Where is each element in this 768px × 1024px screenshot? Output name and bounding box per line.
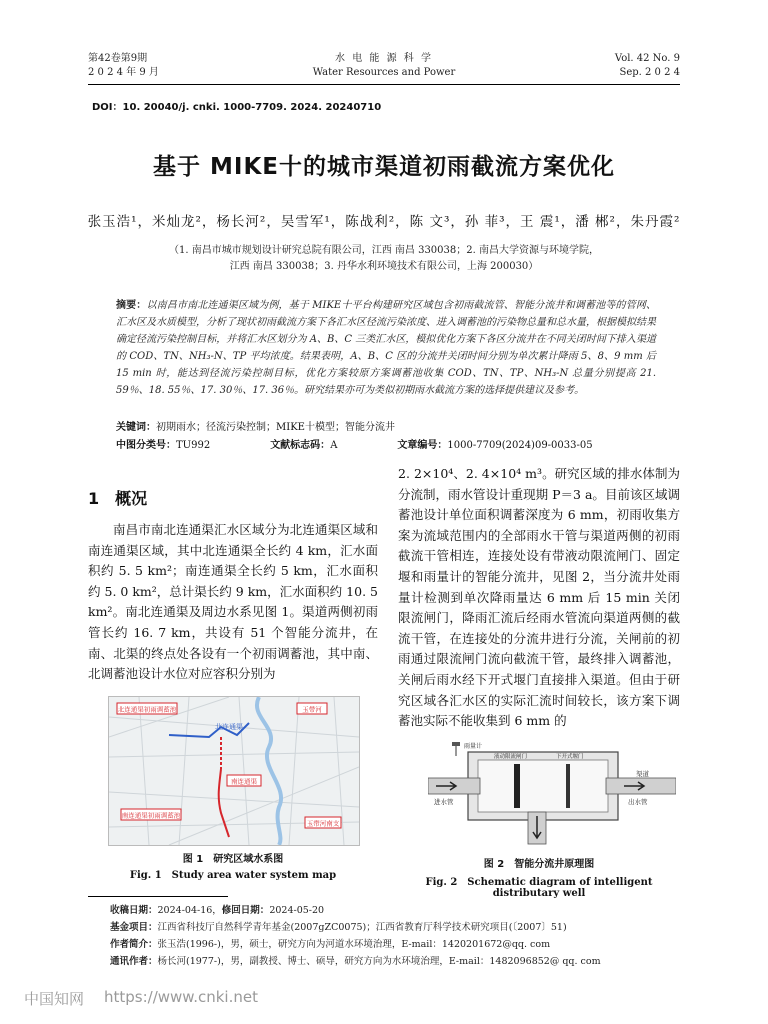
- classification-line: [116, 438, 656, 454]
- article-value: 1000-7709(2024)09-0033-05: [447, 440, 593, 451]
- author-list: 张玉浩¹，米灿龙²，杨长河²，吴雪军¹，陈战利²，陈 文³，孙 菲³，王 震¹，潘 郴²，朱丹霞²: [87, 214, 681, 230]
- abstract-label: 摘要：: [116, 300, 147, 311]
- footnote-author: [110, 936, 690, 953]
- author-bio-label: 作者简介：: [110, 939, 158, 950]
- gate-bar: [514, 764, 520, 808]
- abstract-text: 以南昌市南北连通渠区域为例，基于 MIKE十平台构建研究区域包含初雨截流管、智能分流井和调蓄池等的管网、汇水区及水质模型，分析了现状初雨截流方案下各汇水区径流污染浓度、进入调蓄池的污染物总量和总水量，根据模拟结果确定径流污染控制目标，并将汇水区划分为 A、B、C 三类汇水区，模拟优化方案下各区分流井在不同关闭时间下排入渠道的 COD、TN、NH₃-N、TP 平均浓度。结果表明，A、B、C 区的分流井关闭时间分别为单次累计降雨 5、8、9 mm 后 15 min 时，能达到径流污染控制目标，优化方案较原方案调蓄池收集 COD、TN、TP、NH₃-N 总量分别提高 21. 59％、18. 55％、17. 30％、17. 36％。研究结果亦可为类似初期雨水截流方案的选择提供建议及参考。: [116, 300, 657, 396]
- cnki-url-link[interactable]: https://www.cnki.net: [104, 988, 258, 1006]
- keywords-text: 初期雨水；径流污染控制；MIKE十模型；智能分流井: [156, 422, 395, 433]
- doi: DOI：10. 20040/j. cnki. 1000-7709. 2024. 20240710: [92, 102, 382, 113]
- journal-issue-cn: [88, 52, 159, 80]
- issue-volume-en: Vol. 42 No. 9: [614, 53, 680, 64]
- doccode-label: 文献标志码：: [270, 440, 331, 451]
- footnote-corresponding: [110, 953, 690, 970]
- journal-name-cn: 水 电 能 源 科 学: [335, 53, 433, 64]
- label-outlet: 出水管: [628, 798, 648, 806]
- received-date: 2024-04-16，: [157, 905, 222, 916]
- doccode-value: A: [330, 440, 338, 451]
- journal-name-en: Water Resources and Power: [312, 67, 456, 78]
- journal-name: [250, 52, 518, 80]
- water-system-map: [109, 697, 359, 845]
- article-label: 文章编号：: [397, 440, 448, 451]
- label-gauge: 雨量计: [464, 743, 483, 750]
- corresponding-text: 杨长河(1977-)，男，副教授、博士、硕导，研究方向为水环境治理，E-mail：1482096852@ qq. com: [157, 956, 601, 967]
- revised-date: 2024-05-20: [269, 905, 325, 916]
- keywords: [116, 420, 656, 436]
- issue-date: 2 0 2 4 年 9 月: [88, 67, 159, 78]
- fund-label: 基金项目：: [110, 922, 158, 933]
- map-label-south-pool: 南连通渠初雨调蓄池: [121, 811, 181, 820]
- label-weir: 下开式堰门: [556, 754, 584, 760]
- figure-2-schematic: [428, 742, 676, 848]
- map-label-jade-south: 玉带河南支: [306, 819, 340, 828]
- body-paragraph-right: 2. 2×10⁴、2. 4×10⁴ m³。研究区域的排水体制为分流制，雨水管设计重现期 P＝3 a。目前该区域调蓄池设计单位面积调蓄深度为 6 mm，初雨收集方案为流域范围内的全部雨水干管与渠道两侧的初雨截流干管相连，连接处设有带液动限流闸门、固定堰和雨量计的智能分流井，见图 2，当分流井处雨量计检测到单次降雨量达 6 mm 后 15 min 关闭限流闸门，降雨汇流后经雨水管流向渠道两侧的截流干管，在连接处的分流井进行分流，关闸前的初雨通过限流闸门流向截流干管，最终排入调蓄池，关闸后雨水经下开式堰门直接排入渠道。但由于研究区域各汇水区的实际汇流时间较长，该方案下调蓄池实际不能收集到 6 mm 的: [398, 466, 680, 729]
- footnote-dates: [110, 902, 690, 919]
- figure-1-caption-en: Fig. 1 Study area water system map: [129, 870, 337, 881]
- label-canal: 渠道: [636, 770, 649, 778]
- figure-2-caption-cn: 图 2 智能分流井原理图: [483, 859, 595, 870]
- figure-2-caption-en: Fig. 2 Schematic diagram of intelligent distributary well: [425, 877, 653, 899]
- section-heading: 1 概况: [88, 489, 148, 508]
- map-label-north-canal: 北连通渠: [215, 723, 243, 731]
- issue-volume: 第42卷第9期: [88, 53, 148, 64]
- footnote-fund: [110, 919, 690, 936]
- label-inlet: 进水管: [434, 798, 454, 806]
- journal-issue-en: [615, 52, 680, 80]
- map-label-south-canal: 南连通渠: [231, 777, 257, 786]
- figure-1-caption-cn: 图 1 研究区域水系图: [182, 854, 284, 865]
- received-label: 收稿日期：: [110, 905, 158, 916]
- cnki-logo: 中国知网: [24, 990, 85, 1008]
- footnote-divider: [88, 896, 228, 897]
- figure-1-map: [108, 696, 360, 846]
- author-bio-text: 张玉浩(1996-)，男，硕士，研究方向为河道水环境治理，E-mail：1420201672@qq. com: [157, 939, 551, 950]
- fund-text: 江西省科技厅自然科学青年基金(2007gZC0075)；江西省教育厅科学技术研究项目(〔2007〕51): [157, 922, 567, 933]
- revised-label: 修回日期：: [221, 905, 270, 916]
- distributary-well-diagram: [428, 742, 676, 848]
- clc-value: TU992: [176, 440, 211, 451]
- paper-title: 基于 MIKE十的城市渠道初雨截流方案优化: [153, 154, 615, 180]
- issue-date-en: Sep. 2 0 2 4: [619, 67, 680, 78]
- clc-label: 中图分类号：: [116, 440, 176, 451]
- weir-bar: [566, 764, 570, 808]
- abstract: [116, 297, 656, 399]
- label-gate: 液动限流闸门: [494, 754, 528, 760]
- map-label-jade: 玉带河: [302, 705, 322, 714]
- corresponding-label: 通讯作者：: [110, 956, 158, 967]
- header-divider: [88, 84, 680, 85]
- keywords-label: 关键词：: [116, 422, 156, 433]
- affiliation-line: 江西 南昌 330038；3. 丹华水利环境技术有限公司，上海 200030）: [229, 261, 539, 272]
- map-label-north-pool: 北连通渠初雨调蓄池: [117, 705, 177, 714]
- affiliation-line: （1. 南昌市城市规划设计研究总院有限公司，江西 南昌 330038；2. 南昌大学资源与环境学院，: [169, 245, 599, 256]
- body-paragraph-left: 南昌市南北连通渠汇水区域分为北连通渠区域和南连通渠区域，其中北连通渠全长约 4 km，汇水面积约 5. 5 km²；南连通渠全长约 5 km，汇水面积约 5. 0 km²，总计渠长约 9 km，汇水面积约 10. 5 km²。南北连通渠及周边水系见图 1。渠道两侧初雨管长约 16. 7 km，共设有 51 个智能分流井，在南、北渠的终点处各设有一个初雨调蓄池，其中南、北调蓄池设计水位对应容积分别为: [88, 522, 378, 682]
- affiliations: [110, 243, 658, 275]
